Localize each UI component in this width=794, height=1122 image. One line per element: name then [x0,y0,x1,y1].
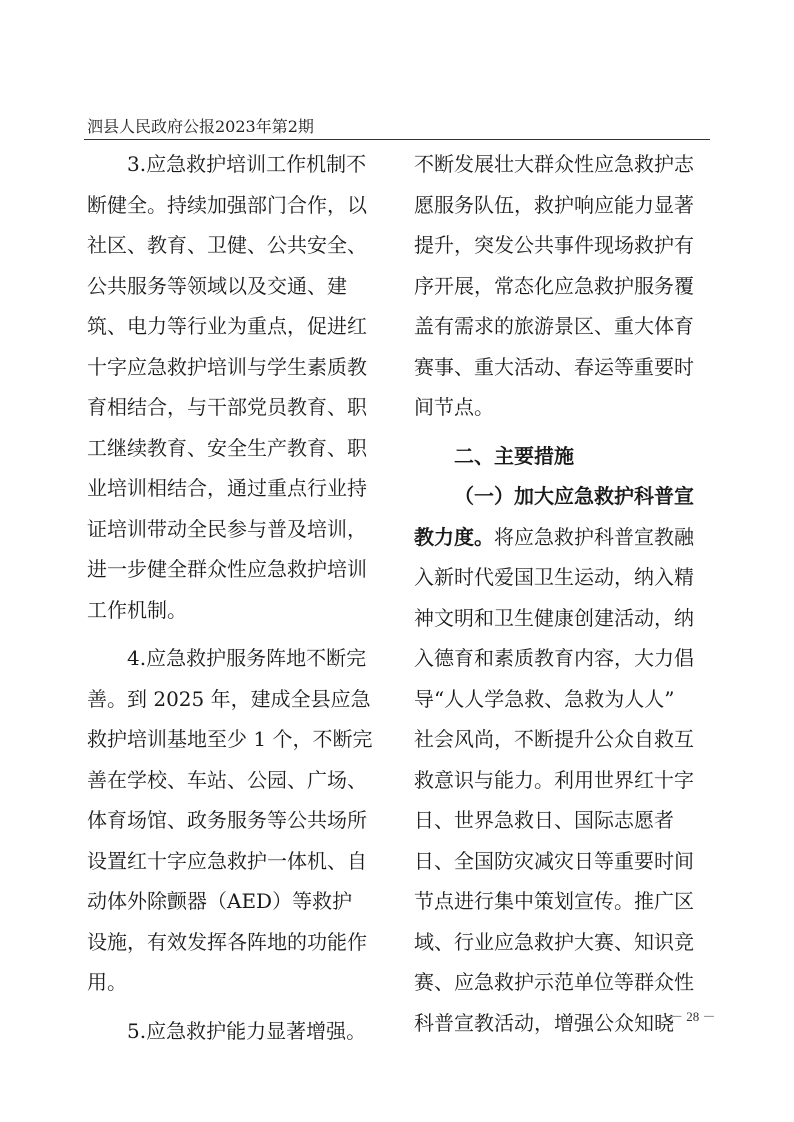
paragraph-line: 日、全国防灾减灾日等重要时间 [414,848,694,873]
paragraph-line: 动体外除颤器（AED）等救护 [87,889,353,913]
paragraph-line: 工作机制。 [87,597,187,622]
paragraph-line: 十字应急救护培训与学生素质教 [87,354,367,379]
paragraph-line: 不断发展壮大群众性应急救护志 [414,152,694,176]
left-text-column [87,144,383,1051]
header-divider [84,139,710,140]
paragraph-text: 将应急救护科普宣教融 [494,524,694,549]
paragraph-line: 导“人人学急救、急救为人人” [414,686,675,711]
paragraph-line: 公共服务等领域以及交通、建 [87,273,347,298]
paragraph-line: 3.应急救护培训工作机制不 [127,152,367,176]
paragraph-line: 入新时代爱国卫生运动，纳入精 [414,565,694,589]
paragraph-line: 进一步健全群众性应急救护培训 [87,557,367,581]
paragraph-line: 节点进行集中策划宣传。推广区 [414,889,694,913]
paragraph-line: 间节点。 [414,395,494,419]
paragraph-line: 设施，有效发挥各阵地的功能作 [87,929,367,954]
gazette-header-title: 泗县人民政府公报2023年第2期 [87,117,314,136]
paragraph-line: 育相结合，与干部党员教育、职 [87,395,367,419]
paragraph-line: 断健全。持续加强部门合作，以 [87,192,367,217]
paragraph-line: 社区、教育、卫健、公共安全、 [87,233,367,257]
paragraph-line: 4.应急救护服务阵地不断完 [127,646,367,670]
paragraph-line: 筑、电力等行业为重点，促进红 [87,314,367,338]
paragraph-line: 救护培训基地至少 1 个，不断完 [87,727,373,751]
page-number: － 28 － [670,1009,716,1024]
paragraph-line: 科普宣教活动，增强公众知晓 [414,1010,674,1035]
paragraph-line: 体育场馆、政务服务等公共场所 [87,808,367,832]
paragraph-line: 业培训相结合，通过重点行业持 [87,476,367,500]
paragraph-line: 善在学校、车站、公园、广场、 [87,767,367,792]
paragraph-line: 域、行业应急救护大赛、知识竞 [414,929,694,954]
paragraph-line: 用。 [87,970,127,994]
section-heading: 二、主要措施 [454,443,574,468]
paragraph-line: 盖有需求的旅游景区、重大体育 [414,314,694,338]
paragraph-line: 序开展，常态化应急救护服务覆 [414,273,694,298]
paragraph-line [414,517,714,558]
paragraph-line: 赛、应急救护示范单位等群众性 [414,970,694,994]
paragraph-line: 善。到 2025 年，建成全县应急 [87,686,371,711]
paragraph-line: 愿服务队伍，救护响应能力显著 [414,192,694,217]
paragraph-line: 设置红十字应急救护一体机、自 [87,848,367,873]
paragraph-line: 入德育和素质教育内容，大力倡 [414,646,694,670]
paragraph-line: 神文明和卫生健康创建活动，纳 [414,605,694,630]
right-text-column [414,144,714,1043]
paragraph-line: 社会风尚，不断提升公众自救互 [414,727,694,751]
measure-title-end: 教力度。 [414,524,494,549]
paragraph-line: 日、世界急救日、国际志愿者 [414,808,674,832]
paragraph-line: 赛事、重大活动、春运等重要时 [414,354,694,379]
paragraph-line: 救意识与能力。利用世界红十字 [414,767,694,792]
paragraph-line: 工继续教育、安全生产教育、职 [87,435,367,460]
measure-title: （一）加大应急救护科普宣 [454,484,694,508]
paragraph-line: 证培训带动全民参与普及培训， [87,516,367,541]
paragraph-line: 5.应急救护能力显著增强。 [127,1018,367,1043]
paragraph-line: 提升，突发公共事件现场救护有 [414,233,694,257]
